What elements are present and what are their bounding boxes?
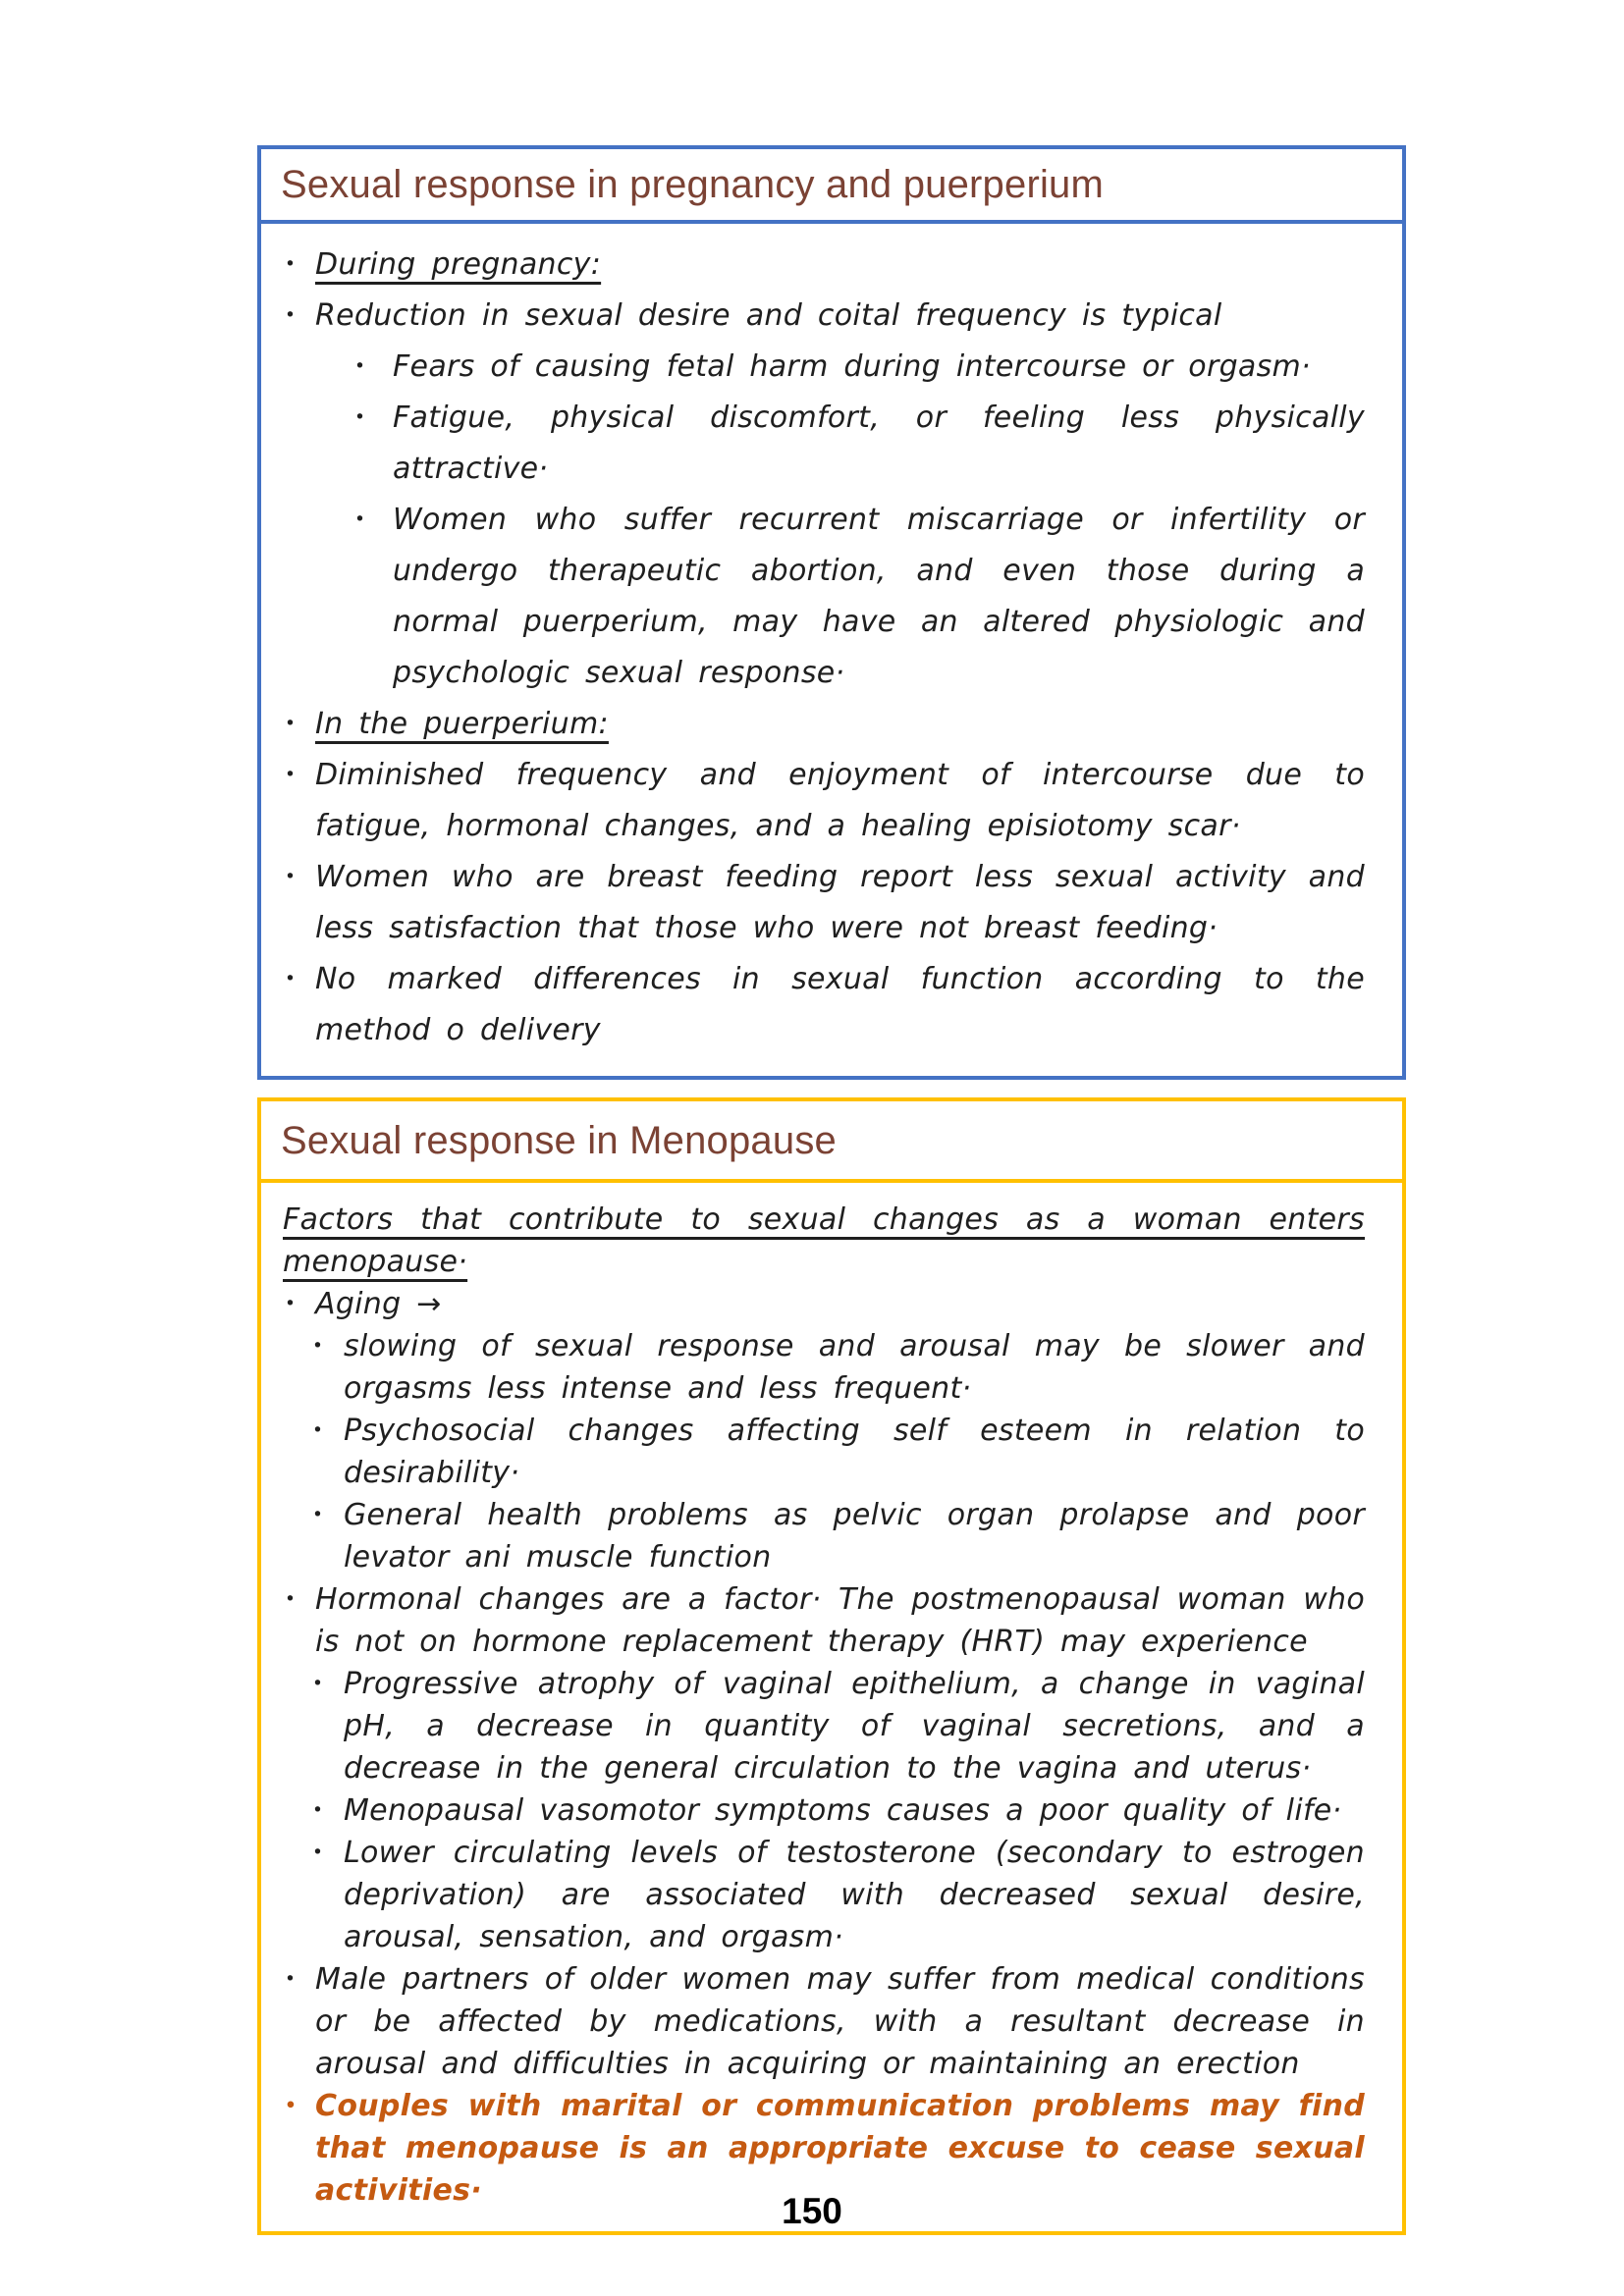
bullet-marker: • bbox=[285, 1589, 297, 1610]
bullet-item bbox=[283, 699, 1365, 750]
bullet-item bbox=[283, 1283, 1365, 1325]
item-text: Psychosocial changes affecting self esteem in relation to desirability· bbox=[344, 1414, 1365, 1490]
bullet-marker: • bbox=[312, 1505, 324, 1525]
item-text: Factors that contribute to sexual changes as a woman enters menopause· bbox=[283, 1202, 1365, 1279]
page-number: 150 bbox=[782, 2191, 842, 2231]
bullet-marker: • bbox=[312, 1842, 324, 1863]
bullet-marker: • bbox=[285, 305, 297, 326]
bullet-item bbox=[283, 291, 1365, 342]
item-text: During pregnancy: bbox=[315, 247, 602, 282]
bullet-item bbox=[283, 1663, 1365, 1789]
intro-line bbox=[283, 1199, 1365, 1283]
section-header bbox=[261, 149, 1402, 224]
bullet-marker: • bbox=[285, 254, 297, 275]
bullet-marker: • bbox=[354, 509, 366, 530]
bullet-marker: • bbox=[312, 1800, 324, 1821]
bullet-item bbox=[283, 342, 1365, 393]
item-text: No marked differences in sexual function according to the method o delivery bbox=[315, 962, 1365, 1047]
bullet-item bbox=[283, 1494, 1365, 1578]
bullet-item bbox=[283, 495, 1365, 699]
item-text: Progressive atrophy of vaginal epithelium, a change in vaginal pH, a decrease in quantity of vaginal secretions, and a decrease in the general circulation to the vagina and uterus· bbox=[344, 1667, 1365, 1786]
item-text: Couples with marital or communication problems may find that menopause is an appropriate excuse to cease sexual activities· bbox=[315, 2089, 1365, 2208]
bullet-item bbox=[283, 852, 1365, 954]
bullet-item bbox=[283, 1325, 1365, 1410]
section-title: Sexual response in Menopause bbox=[281, 1119, 837, 1162]
bullet-marker: • bbox=[285, 1969, 297, 1990]
item-text: Reduction in sexual desire and coital frequency is typical bbox=[315, 298, 1222, 333]
bullet-item bbox=[283, 954, 1365, 1056]
item-text: Hormonal changes are a factor· The postmenopausal woman who is not on hormone replacement therapy (HRT) may experience bbox=[315, 1582, 1365, 1659]
bullet-marker: • bbox=[285, 867, 297, 887]
bullet-marker: • bbox=[285, 714, 297, 734]
bullet-item bbox=[283, 1410, 1365, 1494]
bullet-marker: • bbox=[285, 969, 297, 989]
bullet-marker: • bbox=[312, 1674, 324, 1694]
item-text: General health problems as pelvic organ prolapse and poor levator ani muscle function bbox=[344, 1498, 1365, 1575]
bullet-marker: • bbox=[354, 356, 366, 377]
item-text: Menopausal vasomotor symptoms causes a poor quality of life· bbox=[344, 1793, 1342, 1828]
item-text: Fears of causing fetal harm during intercourse or orgasm· bbox=[393, 349, 1311, 384]
bullet-marker: • bbox=[312, 1336, 324, 1357]
bullet-marker: • bbox=[312, 1420, 324, 1441]
item-text: Aging → bbox=[315, 1287, 442, 1321]
bullet-item bbox=[283, 393, 1365, 495]
section-body bbox=[261, 1183, 1402, 2231]
item-text: Women who are breast feeding report less sexual activity and less satisfaction that those who were not breast feeding· bbox=[315, 860, 1365, 945]
bullet-item bbox=[283, 240, 1365, 291]
bullet-item bbox=[283, 1958, 1365, 2085]
item-text: slowing of sexual response and arousal may be slower and orgasms less intense and less frequent· bbox=[344, 1329, 1365, 1406]
bullet-marker: • bbox=[285, 1294, 297, 1314]
item-text: Women who suffer recurrent miscarriage or infertility or undergo therapeutic abortion, and even those during a normal puerperium, may have an altered physiologic and psychologic sexual response· bbox=[393, 503, 1365, 690]
section-title: Sexual response in pregnancy and puerperium bbox=[281, 163, 1105, 206]
bullet-item bbox=[283, 1789, 1365, 1832]
bullet-marker: • bbox=[285, 765, 297, 785]
item-text: In the puerperium: bbox=[315, 707, 609, 741]
section-header bbox=[261, 1101, 1402, 1183]
item-text: Lower circulating levels of testosterone (secondary to estrogen deprivation) are associated with decreased sexual desire, arousal, sensation, and orgasm· bbox=[344, 1836, 1365, 1954]
section-body bbox=[261, 224, 1402, 1076]
bullet-marker: • bbox=[285, 2096, 298, 2116]
bullet-item bbox=[283, 1832, 1365, 1958]
section-menopause bbox=[257, 1097, 1406, 2235]
bullet-item bbox=[283, 750, 1365, 852]
bullet-item bbox=[283, 1578, 1365, 1663]
item-text: Fatigue, physical discomfort, or feeling less physically attractive· bbox=[393, 400, 1365, 486]
item-text: Male partners of older women may suffer from medical conditions or be affected by medications, with a resultant decrease in arousal and difficulties in acquiring or maintaining an erection bbox=[315, 1962, 1365, 2081]
item-text: Diminished frequency and enjoyment of intercourse due to fatigue, hormonal changes, and a healing episiotomy scar· bbox=[315, 758, 1365, 843]
bullet-marker: • bbox=[354, 407, 366, 428]
section-pregnancy-puerperium bbox=[257, 145, 1406, 1080]
